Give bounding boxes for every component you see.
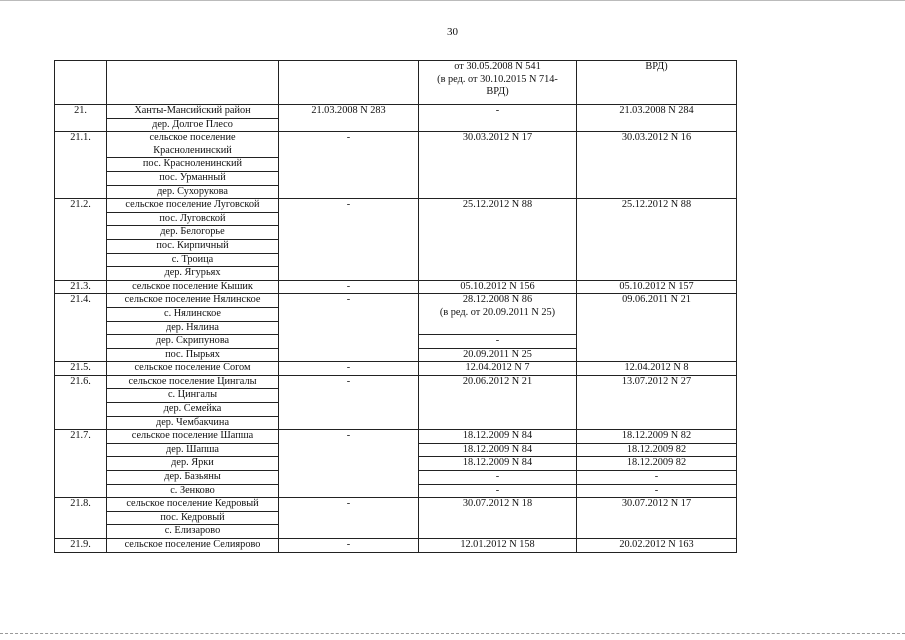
header-c4-line3: ВРД) <box>486 86 509 98</box>
cell-c5: 13.07.2012 N 27 <box>577 375 737 429</box>
cell-c5: 12.04.2012 N 8 <box>577 362 737 376</box>
settlements-table <box>54 60 737 553</box>
settlement-name: дер. Ярки <box>107 457 279 471</box>
row-number: 21.8. <box>55 498 107 539</box>
settlement-name: пос. Кирпичный <box>107 239 279 253</box>
cell-c4: 18.12.2009 N 84 <box>419 457 577 471</box>
cell-c4: - <box>419 471 577 485</box>
settlement-name: Красноленинский <box>107 145 279 158</box>
cell-c4: 20.09.2011 N 25 <box>419 348 577 362</box>
cell-c5: 09.06.2011 N 21 <box>577 294 737 362</box>
table-row <box>55 362 737 376</box>
page-number: 30 <box>447 26 458 38</box>
cell-c3: - <box>279 199 419 281</box>
settlement-name: сельское поселение Цингалы <box>107 375 279 389</box>
table-row <box>55 539 737 553</box>
cell-c4: 30.03.2012 N 17 <box>419 132 577 199</box>
cell-c4: - <box>419 335 577 349</box>
settlement-name: дер. Сухорукова <box>107 185 279 199</box>
settlement-name: пос. Луговской <box>107 212 279 226</box>
cell-c5: 05.10.2012 N 157 <box>577 280 737 294</box>
cell-empty <box>55 61 107 105</box>
cell-c5: 18.12.2009 82 <box>577 443 737 457</box>
cell-c4: 12.01.2012 N 158 <box>419 539 577 553</box>
cell-empty <box>279 61 419 105</box>
row-number: 21.6. <box>55 375 107 429</box>
settlement-name: сельское поселение Шапша <box>107 430 279 444</box>
cell-c3: 21.03.2008 N 283 <box>279 105 419 132</box>
cell-c3: - <box>279 498 419 539</box>
settlement-name: сельское поселение Кедровый <box>107 498 279 512</box>
row-number: 21.4. <box>55 294 107 362</box>
cell-c4: 12.04.2012 N 7 <box>419 362 577 376</box>
row-number: 21.1. <box>55 132 107 199</box>
settlement-name: дер. Нялина <box>107 321 279 335</box>
cell-c3: - <box>279 280 419 294</box>
cell-c4: - <box>419 484 577 498</box>
table-row <box>55 375 737 389</box>
settlement-name: сельское поселение Селиярово <box>107 539 279 553</box>
cell-c5: 30.07.2012 N 17 <box>577 498 737 539</box>
cell-c4: 25.12.2012 N 88 <box>419 199 577 281</box>
cell-c3: - <box>279 539 419 553</box>
cell-c5: 21.03.2008 N 284 <box>577 105 737 132</box>
table-row <box>55 430 737 444</box>
settlement-name: пос. Пырьях <box>107 348 279 362</box>
settlement-name: сельское поселение Нялинское <box>107 294 279 308</box>
cell-c4: (в ред. от 20.09.2011 N 25) <box>419 307 577 334</box>
cell-c3: - <box>279 375 419 429</box>
cell-c3: - <box>279 294 419 362</box>
table-row <box>55 199 737 213</box>
table-row <box>55 280 737 294</box>
cell-empty <box>107 61 279 105</box>
row-number: 21.3. <box>55 280 107 294</box>
cell-header-c4 <box>419 61 577 105</box>
table-row <box>55 132 737 145</box>
cell-c3: - <box>279 362 419 376</box>
scan-edge-bottom <box>0 632 905 634</box>
cell-c4: 20.06.2012 N 21 <box>419 375 577 429</box>
settlement-name: пос. Красноленинский <box>107 158 279 172</box>
settlement-name: сельское поселение Луговской <box>107 199 279 213</box>
header-c4-line1: от 30.05.2008 N 541 <box>454 61 541 72</box>
cell-c5: - <box>577 471 737 485</box>
settlement-name: сельское поселение <box>107 132 279 145</box>
settlement-name: дер. Чембакчина <box>107 416 279 430</box>
settlement-name: дер. Семейка <box>107 403 279 417</box>
cell-c5: 30.03.2012 N 16 <box>577 132 737 199</box>
cell-c5: 18.12.2009 82 <box>577 457 737 471</box>
table-row-header-continuation <box>55 61 737 105</box>
settlement-name: с. Елизарово <box>107 525 279 539</box>
header-c4-line2: (в ред. от 30.10.2015 N 714- <box>437 73 558 85</box>
cell-c4: 18.12.2009 N 84 <box>419 443 577 457</box>
row-number: 21. <box>55 105 107 132</box>
table-row <box>55 498 737 512</box>
cell-c5: 20.02.2012 N 163 <box>577 539 737 553</box>
cell-c5: - <box>577 484 737 498</box>
table-row <box>55 105 737 119</box>
settlement-name: сельское поселение Согом <box>107 362 279 376</box>
row-number: 21.7. <box>55 430 107 498</box>
cell-c5: 18.12.2009 N 82 <box>577 430 737 444</box>
cell-c4: 28.12.2008 N 86 <box>419 294 577 308</box>
cell-c4: 05.10.2012 N 156 <box>419 280 577 294</box>
cell-c3: - <box>279 430 419 498</box>
row-number: 21.5. <box>55 362 107 376</box>
settlement-name: пос. Кедровый <box>107 511 279 525</box>
cell-c4: - <box>419 105 577 132</box>
settlement-name: дер. Скрипунова <box>107 335 279 349</box>
settlement-name: дер. Базьяны <box>107 471 279 485</box>
cell-header-c5: ВРД) <box>577 61 737 105</box>
cell-c4: 30.07.2012 N 18 <box>419 498 577 539</box>
row-number: 21.2. <box>55 199 107 281</box>
settlement-name: с. Нялинское <box>107 307 279 321</box>
settlement-name: с. Цингалы <box>107 389 279 403</box>
district-name: Ханты-Мансийский район <box>107 105 279 119</box>
cell-c4: 18.12.2009 N 84 <box>419 430 577 444</box>
table-row <box>55 294 737 308</box>
settlement-name: дер. Белогорье <box>107 226 279 240</box>
row-number: 21.9. <box>55 539 107 553</box>
cell-c3: - <box>279 132 419 199</box>
settlement-name: дер. Долгое Плесо <box>107 118 279 132</box>
cell-c5: 25.12.2012 N 88 <box>577 199 737 281</box>
settlement-name: дер. Шапша <box>107 443 279 457</box>
settlement-name: дер. Ягурьях <box>107 267 279 281</box>
scan-edge-top <box>0 0 905 7</box>
settlement-name: сельское поселение Кышик <box>107 280 279 294</box>
settlement-name: с. Троица <box>107 253 279 267</box>
settlement-name: с. Зенково <box>107 484 279 498</box>
settlement-name: пос. Урманный <box>107 171 279 185</box>
